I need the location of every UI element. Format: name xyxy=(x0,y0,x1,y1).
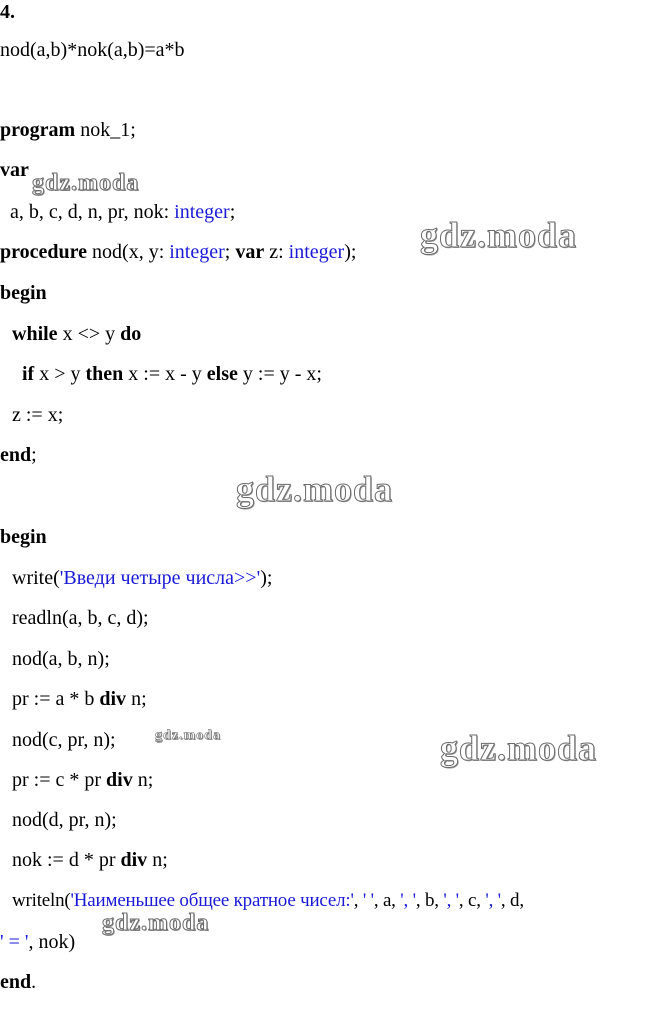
keyword: program xyxy=(0,119,76,141)
watermark: gdz.moda xyxy=(32,170,140,196)
code-line-var: var xyxy=(0,159,29,181)
code-line-end-proc: end; xyxy=(0,444,37,466)
code-line-procedure: procedure nod(x, y: integer; var z: integer); xyxy=(0,241,357,263)
string-literal: 'Введи четыре числа>>' xyxy=(59,567,261,589)
code-line-z-assign: z := x; xyxy=(12,404,64,426)
code-line-if: if x > y then x := x - y else y := y - x; xyxy=(22,363,322,385)
code-line-writeln: writeln('Наименьшее общее кратное чисел:', ' ', a, ', ', b, ', ', c, ', ', d, xyxy=(12,890,529,911)
watermark: gdz.moda xyxy=(440,728,598,768)
code-line-program: program nok_1; xyxy=(0,119,136,141)
code-line-main-begin: begin xyxy=(0,526,47,548)
formula-line: nod(a,b)*nok(a,b)=a*b xyxy=(0,39,185,61)
watermark: gdz.moda xyxy=(236,469,394,509)
code-line-writeln-cont: ' = ', nok) xyxy=(0,931,76,953)
code-line-nok: nok := d * pr div n; xyxy=(12,849,168,871)
code-line-write: write('Введи четыре числа>>'); xyxy=(12,567,273,589)
code-line-while: while x <> y do xyxy=(12,323,142,345)
watermark: gdz.moda xyxy=(155,728,221,743)
type-name: integer xyxy=(174,201,230,223)
code-line-nod-3: nod(d, pr, n); xyxy=(12,809,117,831)
task-number: 4. xyxy=(0,1,15,23)
watermark: gdz.moda xyxy=(420,215,578,255)
code-line-nod-2: nod(c, pr, n); xyxy=(12,729,116,751)
watermark: gdz.moda xyxy=(102,910,210,936)
code-line-var-decl: a, b, c, d, n, pr, nok: integer; xyxy=(10,201,236,223)
code-line-main-end: end. xyxy=(0,971,37,993)
code-line-pr-2: pr := c * pr div n; xyxy=(12,769,154,791)
code-line-readln: readln(a, b, c, d); xyxy=(12,607,149,629)
code-line-pr-1: pr := a * b div n; xyxy=(12,688,147,710)
code-line-begin: begin xyxy=(0,282,47,304)
code-line-nod-1: nod(a, b, n); xyxy=(12,648,110,670)
